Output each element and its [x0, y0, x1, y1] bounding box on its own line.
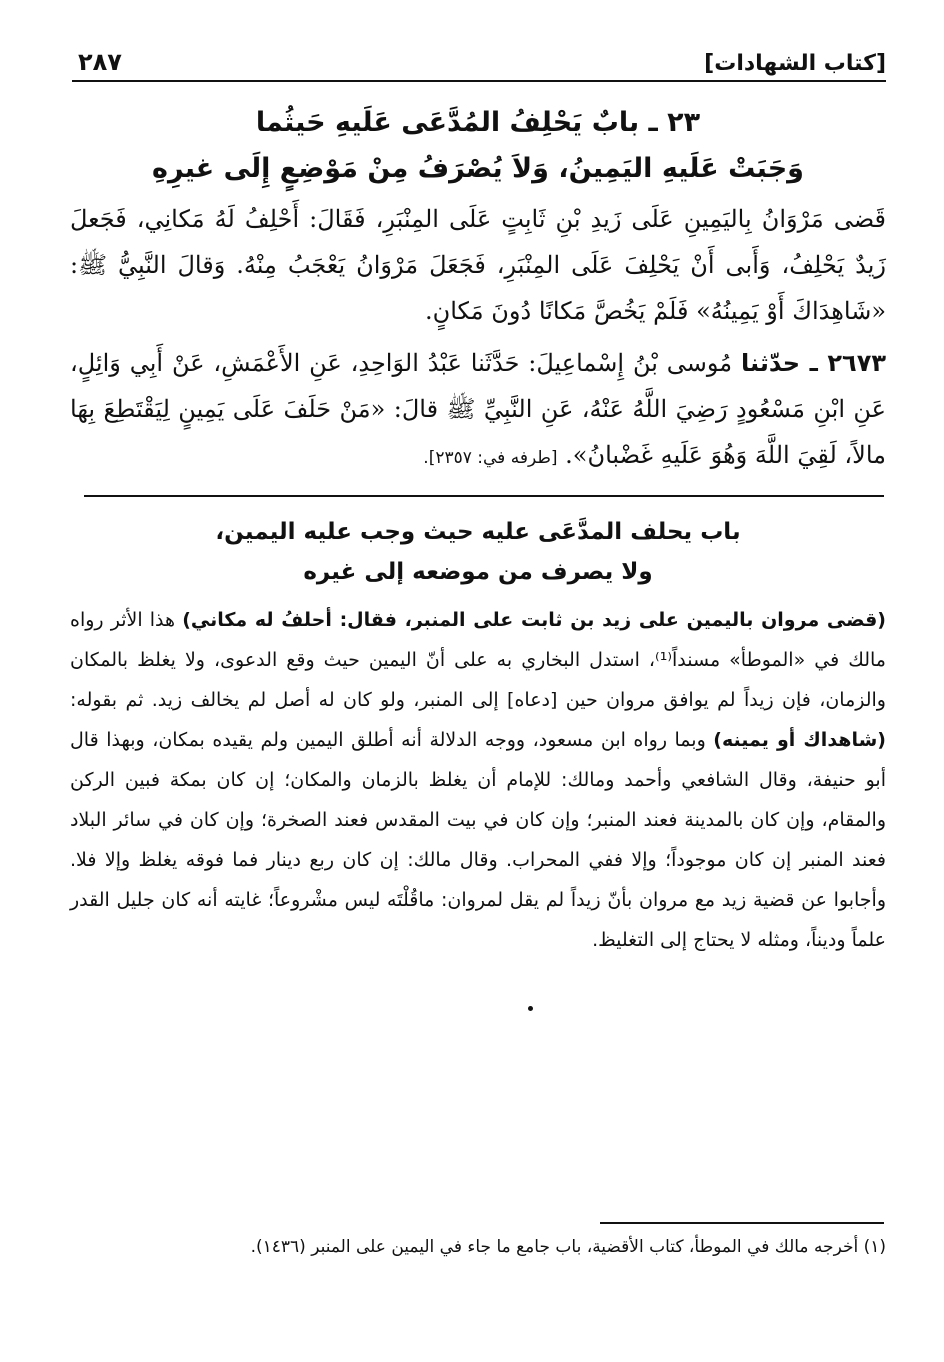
- commentary-heading: [70, 512, 886, 592]
- commentary-text-2: وبما رواه ابن مسعود، ووجه الدلالة أنه أطلق اليمين ولم يقيده بمكان، وبهذا قال أبو حنيفة، وقال الشافعي وأحمد ومالك: للإمام أن يغلظ بالزمان والمكان؛ إن كان بمكة فبين الركن والمقام، وإن كان بالمدينة فعند المنبر؛ وإن كان في بيت المقدس فعند الصخرة؛ وإن كان في سائر البلاد فعند المنبر إن كان موجوداً؛ وإلا ففي المحراب. وقال مالك: إن كان ربع دينار فما فوقه يغلظ وإلا فلا. وأجابوا عن قضية زيد مع مروان بأنّ زيداً لم يقل لمروان: ماقُلْتَه ليس مشْروعاً؛ غايته أنه كان جليل القدر علماً وديناً، ومثله لا يحتاج إلى التغليظ.: [70, 729, 886, 951]
- commentary-text-1: هذا الأثر رواه مالك في «الموطأ» مسنداً⁽¹⁾، استدل البخاري به على أنّ اليمين حيث وقع الدعوى، ولا يغلظ بالمكان والزمان، فإن زيداً لم يوافق مروان حين [دعاه] إلى المنبر، ولو كان له أصل لم يخالف زيد. ثم بقوله:: [70, 609, 886, 711]
- text-commentary-divider: [84, 495, 884, 497]
- chapter-heading-line2: وَجَبَتْ عَلَيهِ اليَمِينُ، وَلاَ يُصْرَفُ مِنْ مَوْضِعٍ إِلَى غيرِهِ: [152, 153, 804, 184]
- hadith-block: [70, 340, 886, 481]
- footnote-divider: [600, 1222, 884, 1224]
- chapter-intro: [70, 196, 886, 334]
- hadith-reference: [طرفه في: ٢٣٥٧].: [423, 448, 558, 468]
- book-title: [كتاب الشهادات]: [704, 51, 886, 76]
- footnote: [70, 1232, 886, 1262]
- chapter-heading-line1: ٢٣ ـ بابٌ يَحْلِفُ المُدَّعَى عَلَيهِ حَيثُما: [255, 107, 701, 138]
- header-divider: [72, 80, 886, 82]
- chapter-intro-text: قَضى مَرْوَانُ بِاليَمِينِ عَلَى زَيدِ بْنِ ثَابِتٍ عَلَى المِنْبَرِ، فَقَالَ: أَحْلِفُ لَهُ مَكانِي، فَجَعلَ زَيدٌ يَحْلِفُ، وَأَبى أَنْ يَحْلِفَ عَلَى المِنْبَرِ، فَجَعَلَ مَرْوَانُ يَعْجَبُ مِنْهُ. وَقالَ النَّبِيُّ ﷺ: «شَاهِدَاكَ أَوْ يَمِينُهُ» فَلَمْ يَخُصَّ مَكانًا دُونَ مَكانٍ.: [70, 205, 886, 325]
- chapter-heading: [70, 100, 886, 192]
- footnote-text: (١) أخرجه مالك في الموطأ، كتاب الأقضية، باب جامع ما جاء في اليمين على المنبر (١٤٣٦).: [250, 1237, 886, 1257]
- hadith-text: مُوسى بْنُ إِسْماعِيلَ: حَدَّثَنا عَبْدُ الوَاحِدِ، عَنِ الأَعْمَشِ، عَنْ أَبِي وَائِلٍ، عَنِ ابْنِ مَسْعُودٍ رَضِيَ اللَّهُ عَنْهُ، عَنِ النَّبِيِّ ﷺ قالَ: «مَنْ حَلَفَ عَلَى يَمِينٍ لِيَقْتَطِعَ بِهَا مالاً، لَقِيَ اللَّهَ وَهُوَ عَلَيهِ غَضْبانُ».: [70, 349, 887, 469]
- hadith-number: ٢٦٧٣ ـ حدّثنا: [741, 349, 886, 377]
- commentary-body: [70, 600, 886, 960]
- end-marker-dot: [528, 1006, 533, 1011]
- commentary-heading-line2: ولا يصرف من موضعه إلى غيره: [303, 559, 653, 585]
- page-number: ٢٨٧: [78, 48, 122, 76]
- page-header: [78, 40, 886, 76]
- commentary-quote-1: (قضى مروان باليمين على زيد بن ثابت على المنبر، فقال: أحلفُ له مكاني): [182, 609, 886, 631]
- commentary-heading-line1: باب يحلف المدَّعَى عليه حيث وجب عليه اليمين،: [215, 519, 741, 545]
- commentary-quote-2: (شاهداك أو يمينه): [713, 729, 886, 751]
